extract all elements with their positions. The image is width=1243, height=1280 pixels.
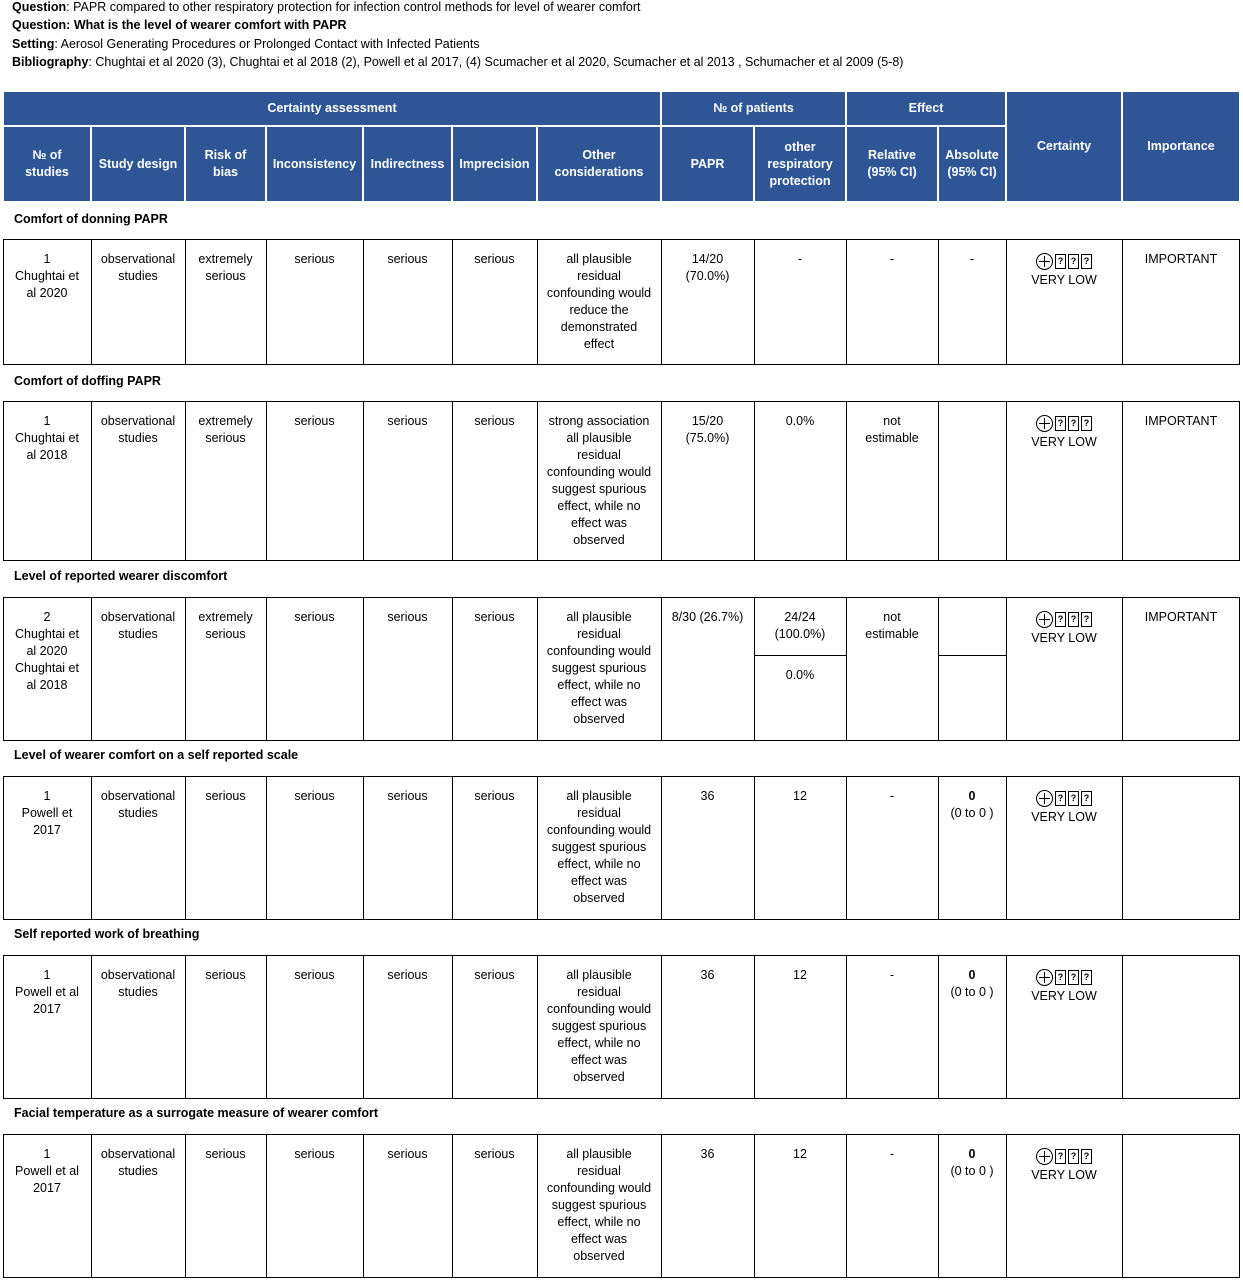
study-design-cell: observational studies <box>100 1147 176 1178</box>
certainty-plus-icon <box>1036 1148 1053 1165</box>
header-effect: Effect <box>846 91 1006 126</box>
header-indirectness: Indirectness <box>363 126 452 202</box>
other-resp-cell: 12 <box>793 1147 807 1161</box>
certainty-empty-icon: ? <box>1081 254 1092 269</box>
num-studies-cell: 1 Chughtai et al 2018 <box>15 414 79 462</box>
certainty-empty-icon: ? <box>1055 1149 1066 1164</box>
certainty-plus-icon <box>1036 415 1053 432</box>
certainty-empty-icon: ? <box>1068 254 1079 269</box>
certainty-cell <box>1006 1134 1122 1278</box>
importance-cell <box>1122 1134 1240 1278</box>
study-design-cell: observational studies <box>100 968 176 999</box>
relative-cell: - <box>889 968 895 982</box>
section-title: Comfort of doffing PAPR <box>14 374 161 388</box>
study-design-cell: observational studies <box>100 789 176 820</box>
header-inconsistency: Inconsistency <box>266 126 363 202</box>
certainty-empty-icon: ? <box>1068 1149 1079 1164</box>
certainty-label: VERY LOW <box>1031 631 1097 645</box>
header-absolute: Absolute (95% CI) <box>938 126 1006 202</box>
setting-label: Setting <box>12 37 55 51</box>
section-title: Level of reported wearer discomfort <box>14 569 228 583</box>
other-cell: all plausible residual confounding would suggest spurious effect, while no effect was observed <box>546 789 652 905</box>
certainty-empty-icon: ? <box>1081 970 1092 985</box>
certainty-rating <box>1010 969 1118 986</box>
header-other-respiratory: other respiratory protection <box>754 126 846 202</box>
header-papr: PAPR <box>661 126 754 202</box>
risk-of-bias-cell: serious <box>205 1147 246 1161</box>
inconsistency-cell: serious <box>294 789 335 803</box>
certainty-cell <box>1006 955 1122 1099</box>
certainty-label: VERY LOW <box>1031 435 1097 449</box>
relative-cell: - <box>889 1147 895 1161</box>
study-design-cell: observational studies <box>100 610 176 641</box>
other-cell: all plausible residual confounding would reduce the demonstrated effect <box>546 252 652 351</box>
certainty-empty-icon: ? <box>1068 416 1079 431</box>
relative-cell: not estimable <box>865 414 919 445</box>
inconsistency-cell: serious <box>294 610 335 624</box>
imprecision-cell: serious <box>474 414 515 428</box>
indirectness-cell: serious <box>387 968 428 982</box>
certainty-empty-icon: ? <box>1081 612 1092 627</box>
question-line-1 <box>12 0 1237 16</box>
certainty-empty-icon: ? <box>1055 970 1066 985</box>
importance-cell <box>1122 955 1240 1099</box>
certainty-rating <box>1010 790 1118 807</box>
indirectness-cell: serious <box>387 414 428 428</box>
importance-cell <box>1122 776 1240 920</box>
papr-cell: 36 <box>700 789 715 803</box>
relative-cell: not estimable <box>865 610 919 641</box>
certainty-cell <box>1006 401 1122 561</box>
other-resp-cell: 12 <box>793 968 807 982</box>
study-design-cell: observational studies <box>100 252 176 283</box>
absolute-value: 0 <box>968 789 976 803</box>
absolute-ci: (0 to 0 ) <box>950 806 994 820</box>
header-other-considerations: Other considerations <box>537 126 661 202</box>
question-line-2 <box>12 16 1237 34</box>
certainty-plus-icon <box>1036 790 1053 807</box>
question-text-2: What is the level of wearer comfort with PAPR <box>70 18 347 32</box>
risk-of-bias-cell: extremely serious <box>198 414 253 445</box>
certainty-label: VERY LOW <box>1031 273 1097 287</box>
certainty-rating <box>1010 611 1118 628</box>
certainty-label: VERY LOW <box>1031 1168 1097 1182</box>
section-title: Self reported work of breathing <box>14 927 200 941</box>
absolute-value: 0 <box>968 968 976 982</box>
certainty-rating <box>1010 415 1118 432</box>
certainty-plus-icon <box>1036 253 1053 270</box>
header-imprecision: Imprecision <box>452 126 537 202</box>
certainty-label: VERY LOW <box>1031 989 1097 1003</box>
other-resp-cell: 0.0% <box>785 414 815 428</box>
num-studies-cell: 1 Powell et 2017 <box>21 789 73 837</box>
absolute-cell <box>938 401 1006 561</box>
certainty-plus-icon <box>1036 611 1053 628</box>
header-certainty-assessment: Certainty assessment <box>3 91 661 126</box>
other-cell: all plausible residual confounding would suggest spurious effect, while no effect was observed <box>546 610 652 726</box>
inconsistency-cell: serious <box>294 252 335 266</box>
header-certainty: Certainty <box>1006 91 1122 202</box>
absolute-cell <box>938 776 1006 920</box>
risk-of-bias-cell: extremely serious <box>198 610 253 641</box>
header-risk-of-bias: Risk of bias <box>185 126 266 202</box>
importance-cell: IMPORTANT <box>1144 252 1218 266</box>
section-title: Level of wearer comfort on a self reported scale <box>14 748 299 762</box>
papr-cell: 8/30 (26.7%) <box>671 610 744 624</box>
papr-cell: 15/20 (75.0%) <box>685 414 730 445</box>
question-text: : PAPR compared to other respiratory protection for infection control methods for level of wearer comfort <box>66 0 641 14</box>
num-studies-cell: 2 Chughtai et al 2020 Chughtai et al 2018 <box>15 610 79 692</box>
header-num-studies: № of studies <box>3 126 91 202</box>
risk-of-bias-cell: extremely serious <box>198 252 253 283</box>
certainty-empty-icon: ? <box>1081 416 1092 431</box>
other-resp-cell: - <box>797 252 803 266</box>
num-studies-cell: 1 Powell et al 2017 <box>15 1147 79 1195</box>
papr-cell: 36 <box>700 968 715 982</box>
certainty-empty-icon: ? <box>1068 970 1079 985</box>
importance-cell: IMPORTANT <box>1144 610 1218 624</box>
other-resp-cell: 12 <box>793 789 807 803</box>
header-relative: Relative (95% CI) <box>846 126 938 202</box>
absolute-cell <box>938 955 1006 1099</box>
absolute-ci: (0 to 0 ) <box>950 1164 994 1178</box>
other-cell: all plausible residual confounding would suggest spurious effect, while no effect was observed <box>546 968 652 1084</box>
absolute-cell <box>938 597 1006 741</box>
header-importance: Importance <box>1122 91 1240 202</box>
header-num-patients: № of patients <box>661 91 846 126</box>
certainty-rating <box>1010 1148 1118 1165</box>
study-design-cell: observational studies <box>100 414 176 445</box>
certainty-empty-icon: ? <box>1081 791 1092 806</box>
absolute-cell <box>938 239 1006 365</box>
certainty-cell <box>1006 776 1122 920</box>
inconsistency-cell: serious <box>294 1147 335 1161</box>
imprecision-cell: serious <box>474 252 515 266</box>
num-studies-cell: 1 Powell et al 2017 <box>15 968 79 1016</box>
indirectness-cell: serious <box>387 789 428 803</box>
certainty-rating <box>1010 253 1118 270</box>
header-study-design: Study design <box>91 126 185 202</box>
setting-text: : Aerosol Generating Procedures or Prolonged Contact with Infected Patients <box>54 37 480 51</box>
indirectness-cell: serious <box>387 1147 428 1161</box>
bibliography-text: : Chughtai et al 2020 (3), Chughtai et al 2018 (2), Powell et al 2017, (4) Scumacher et al 2020, Scumacher et al 2013 , Schumacher et al 2009 (5-8) <box>88 55 904 69</box>
relative-cell: - <box>889 252 895 266</box>
imprecision-cell: serious <box>474 789 515 803</box>
relative-cell: - <box>889 789 895 803</box>
certainty-empty-icon: ? <box>1055 612 1066 627</box>
importance-cell: IMPORTANT <box>1144 414 1218 428</box>
certainty-cell <box>1006 239 1122 365</box>
section-title: Comfort of donning PAPR <box>14 212 168 226</box>
certainty-cell <box>1006 597 1122 741</box>
question-label-2: Question: <box>12 18 71 32</box>
other-resp-cell: 24/24 (100.0%) <box>774 610 826 641</box>
imprecision-cell: serious <box>474 968 515 982</box>
certainty-empty-icon: ? <box>1055 416 1066 431</box>
inconsistency-cell: serious <box>294 968 335 982</box>
papr-cell: 14/20 (70.0%) <box>685 252 730 283</box>
indirectness-cell: serious <box>387 252 428 266</box>
imprecision-cell: serious <box>474 610 515 624</box>
inconsistency-cell: serious <box>294 414 335 428</box>
certainty-empty-icon: ? <box>1055 791 1066 806</box>
other-resp-cell-2: 0.0% <box>785 668 815 682</box>
absolute-ci: - <box>969 252 975 266</box>
certainty-empty-icon: ? <box>1068 791 1079 806</box>
absolute-value: 0 <box>968 1147 976 1161</box>
risk-of-bias-cell: serious <box>205 968 246 982</box>
question-label: Question <box>12 0 67 14</box>
certainty-plus-icon <box>1036 969 1053 986</box>
certainty-empty-icon: ? <box>1055 254 1066 269</box>
bibliography-label: Bibliography <box>12 55 89 69</box>
absolute-ci: (0 to 0 ) <box>950 985 994 999</box>
certainty-empty-icon: ? <box>1081 1149 1092 1164</box>
papr-cell: 36 <box>700 1147 715 1161</box>
risk-of-bias-cell: serious <box>205 789 246 803</box>
certainty-label: VERY LOW <box>1031 810 1097 824</box>
bibliography-line <box>12 53 1237 71</box>
absolute-cell <box>938 1134 1006 1278</box>
imprecision-cell: serious <box>474 1147 515 1161</box>
other-cell: all plausible residual confounding would suggest spurious effect, while no effect was observed <box>546 1147 652 1263</box>
certainty-empty-icon: ? <box>1068 612 1079 627</box>
setting-line <box>12 35 1237 53</box>
section-title: Facial temperature as a surrogate measure of wearer comfort <box>14 1106 379 1120</box>
indirectness-cell: serious <box>387 610 428 624</box>
other-cell: strong association all plausible residual confounding would suggest spurious effect, while no effect was observed <box>546 414 652 547</box>
num-studies-cell: 1 Chughtai et al 2020 <box>15 252 79 300</box>
